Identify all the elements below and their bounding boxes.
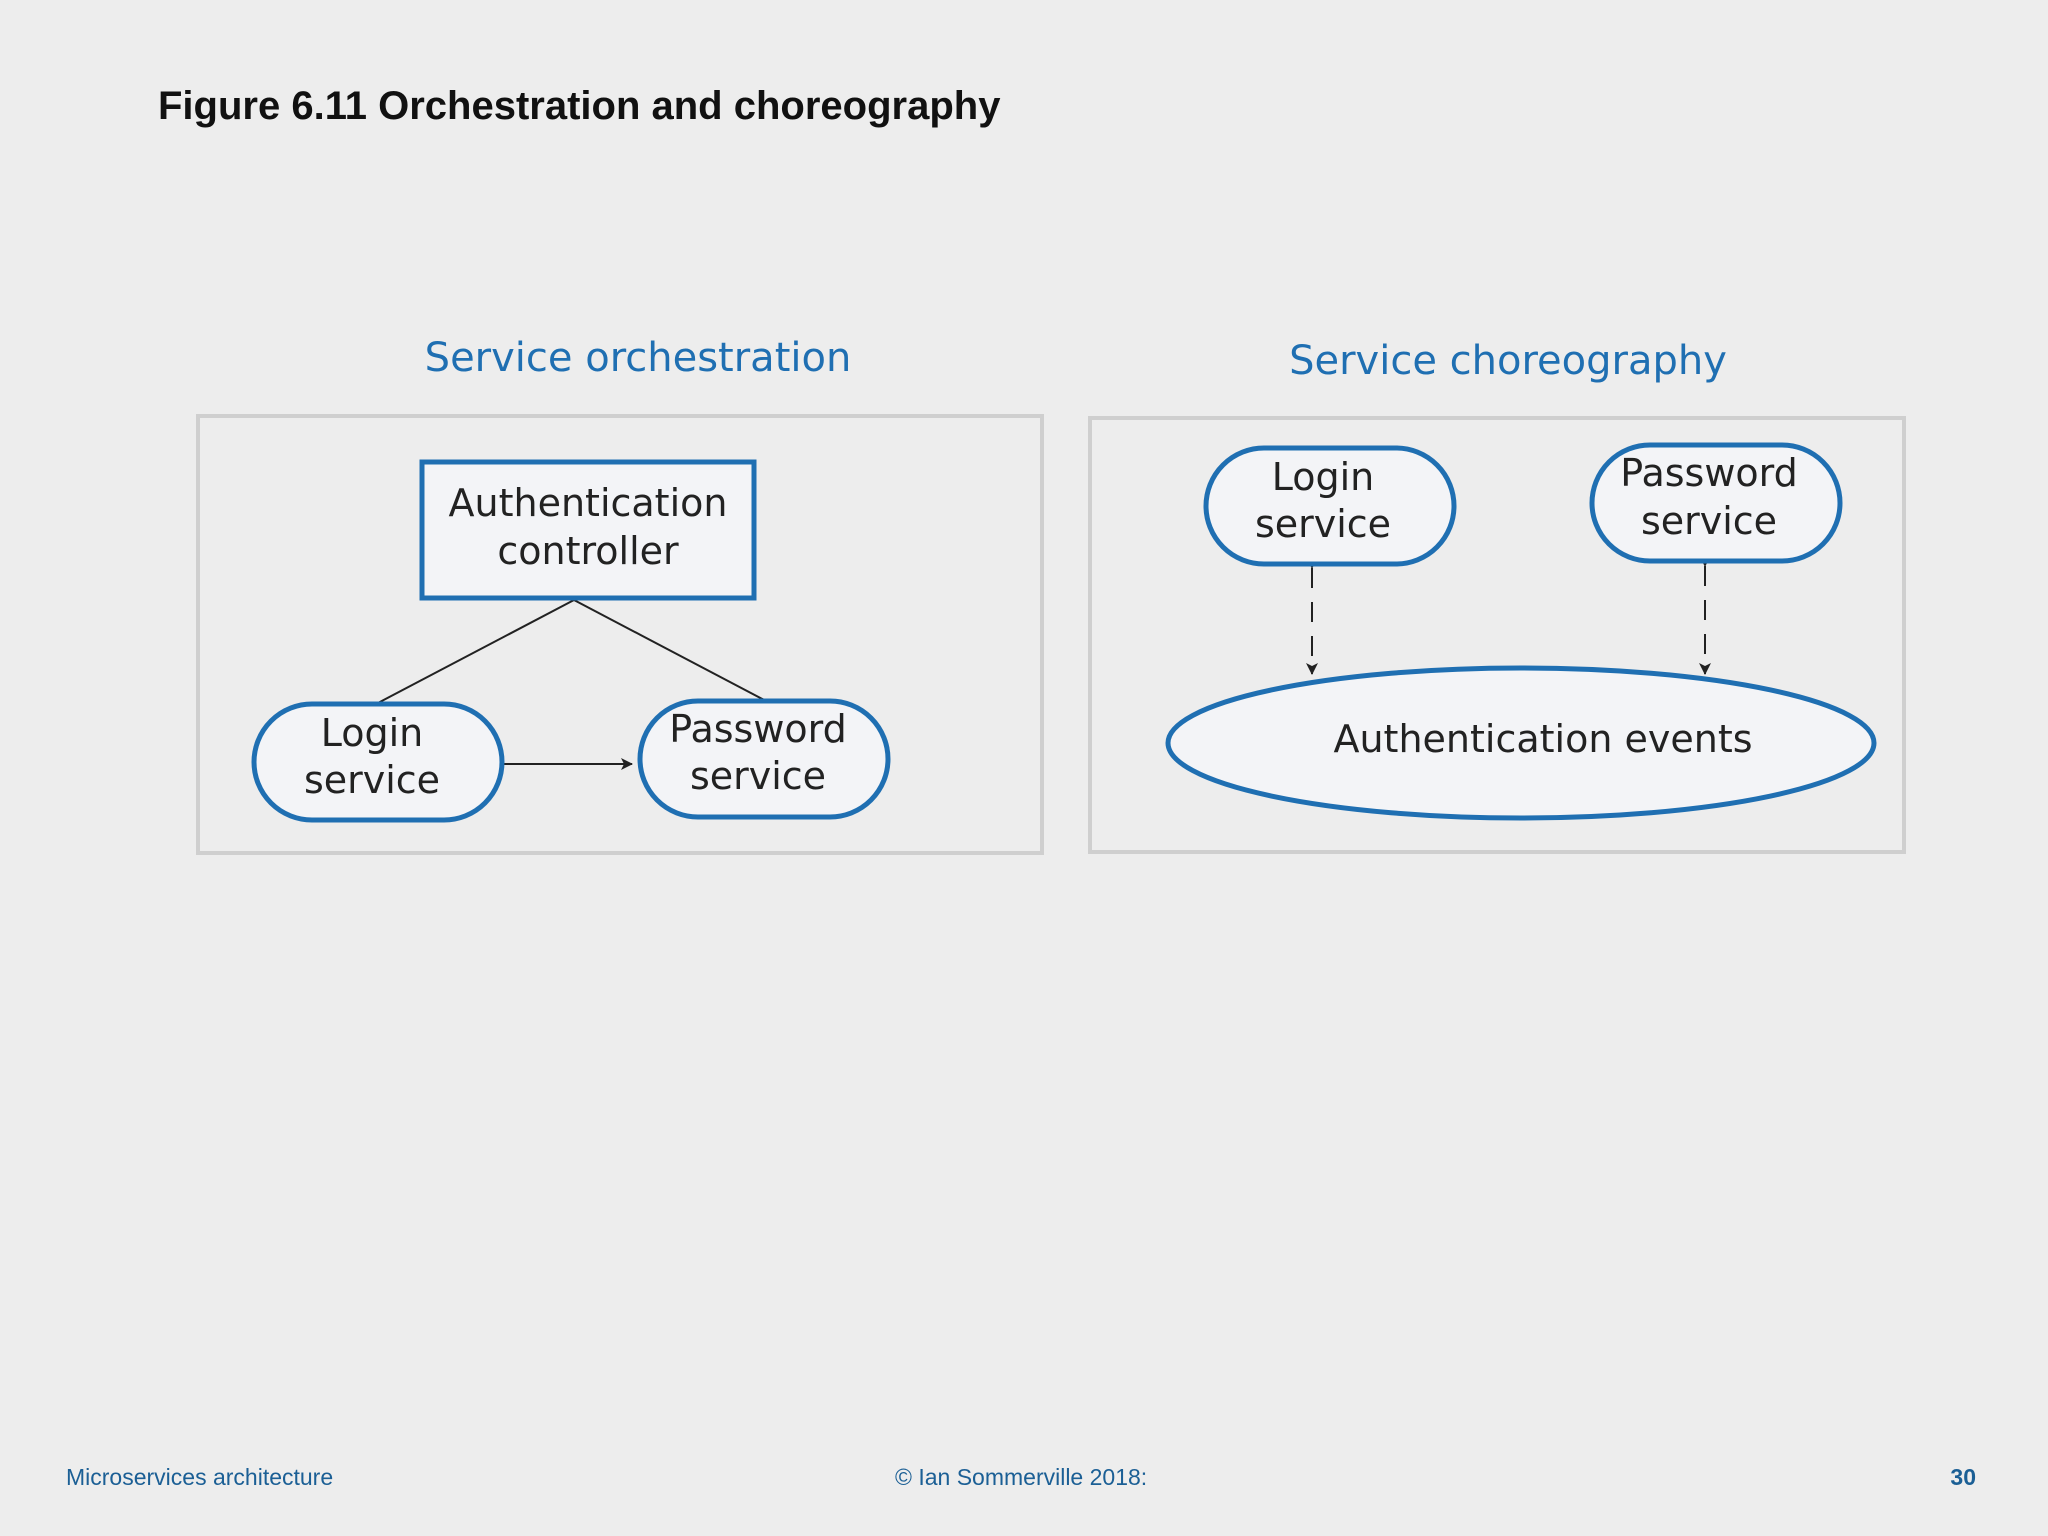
footer-copyright: © Ian Sommerville 2018: xyxy=(895,1464,1148,1490)
choreography-login-line1: Login xyxy=(1271,455,1375,499)
orchestration-password-line1: Password xyxy=(669,707,847,751)
choreography-password-line1: Password xyxy=(1620,451,1798,495)
authentication-events-ellipse xyxy=(1168,668,1874,818)
authentication-events-label: Authentication events xyxy=(1333,717,1753,761)
choreography-password-line2: service xyxy=(1640,499,1778,543)
page-number: 30 xyxy=(1950,1464,1976,1490)
choreography-password-service xyxy=(1592,445,1840,561)
controller-label-line1: Authentication xyxy=(448,481,728,525)
choreography-login-line2: service xyxy=(1254,502,1392,546)
choreography-heading: Service choreography xyxy=(1289,338,1727,384)
controller-to-password-line xyxy=(574,600,770,703)
footer-course-title: Microservices architecture xyxy=(66,1464,334,1490)
orchestration-password-line2: service xyxy=(689,754,827,798)
choreography-login-service xyxy=(1206,448,1454,564)
slide-title: Figure 6.11 Orchestration and choreography xyxy=(158,84,1001,128)
orchestration-login-service xyxy=(254,704,502,820)
orchestration-password-service xyxy=(640,701,888,817)
orchestration-login-line2: service xyxy=(303,758,441,802)
orchestration-login-line1: Login xyxy=(320,711,424,755)
authentication-controller-box xyxy=(422,462,754,598)
orchestration-heading: Service orchestration xyxy=(424,335,852,381)
controller-to-login-line xyxy=(378,600,574,703)
controller-label-line2: controller xyxy=(497,529,679,573)
